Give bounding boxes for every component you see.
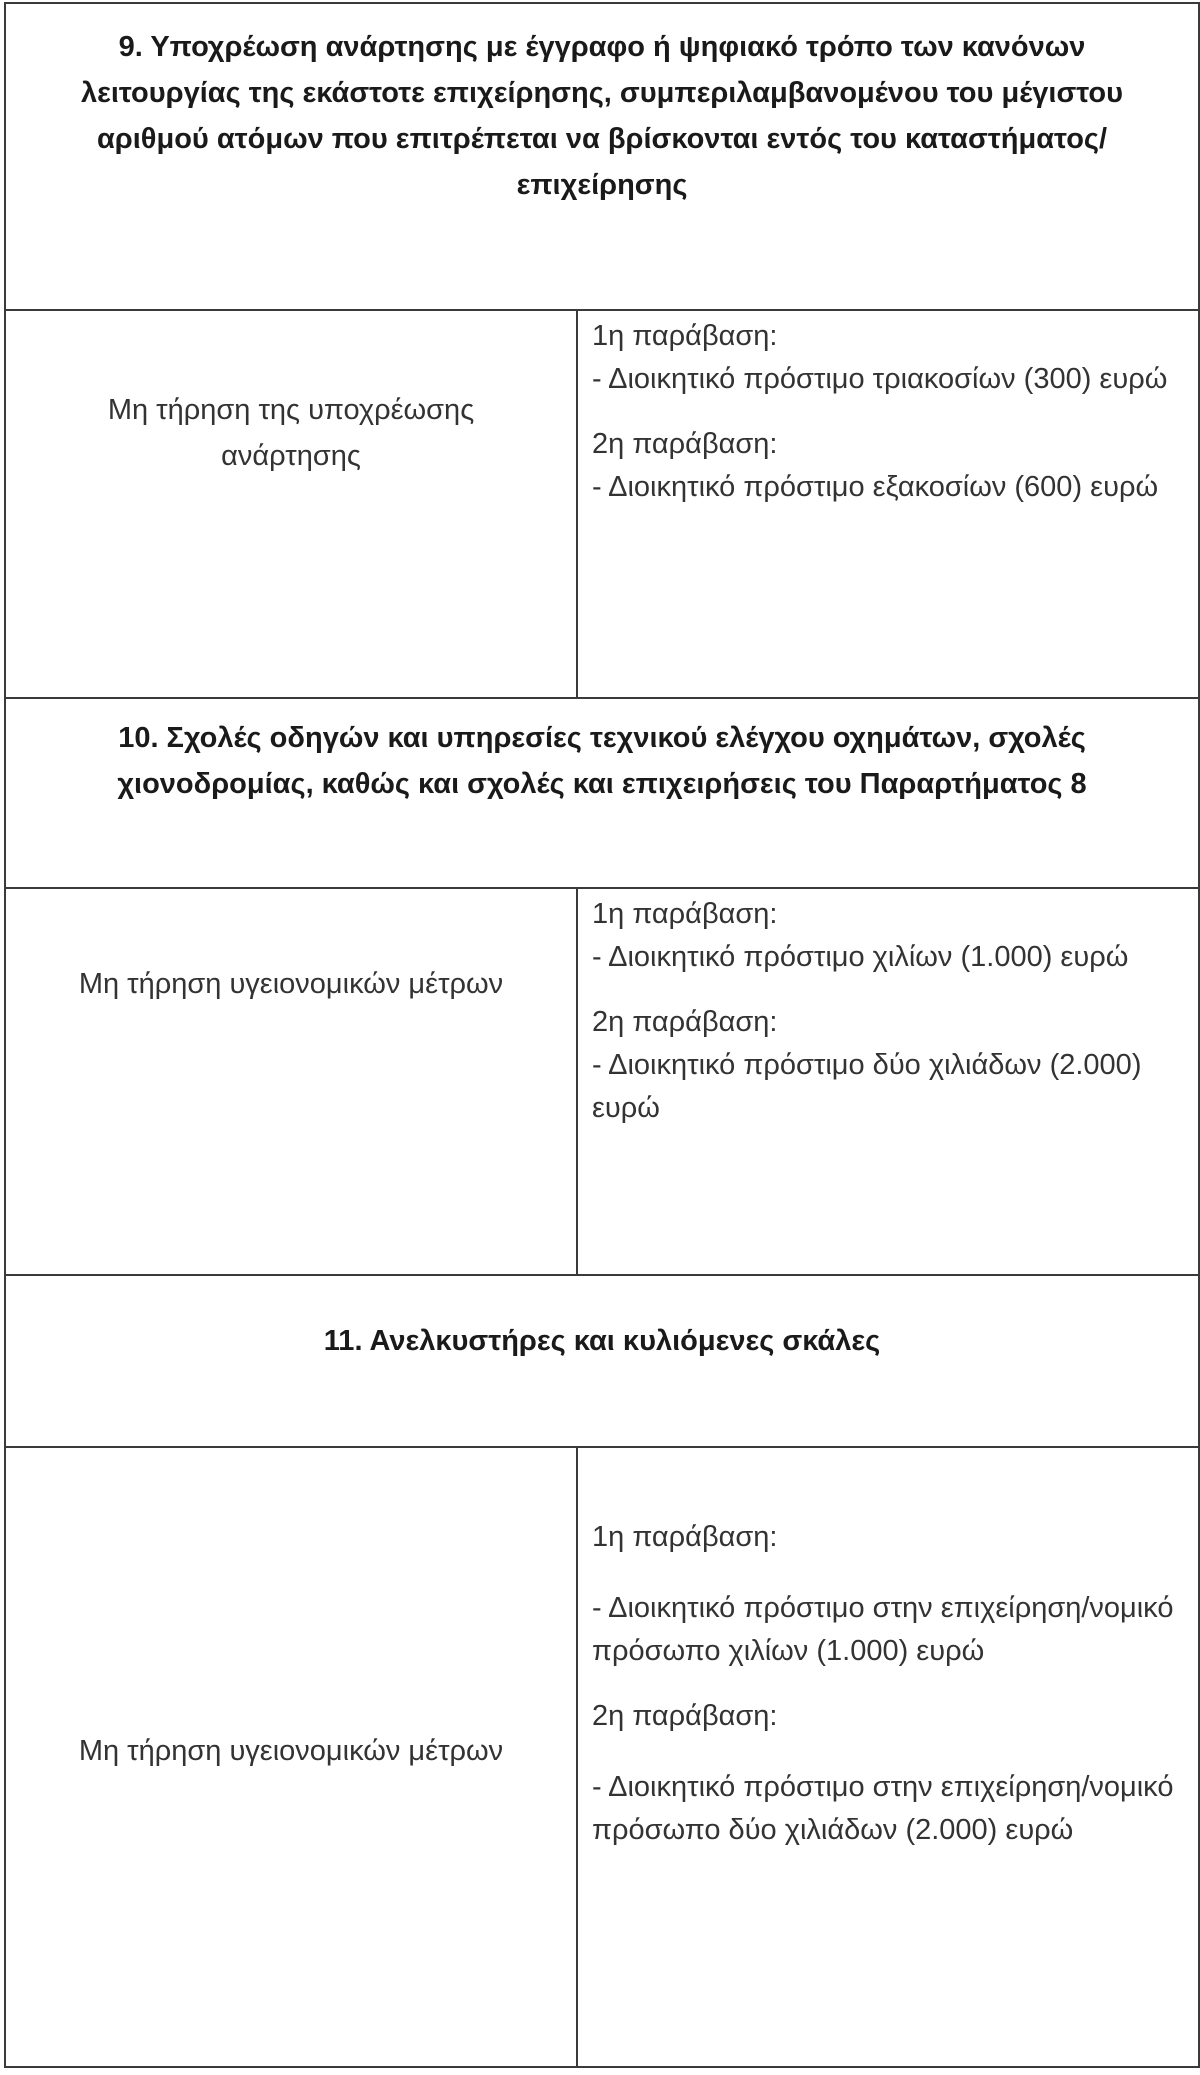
second-violation-label: 2η παράβαση:: [592, 1006, 778, 1038]
penalty-cell: [577, 888, 1199, 1275]
section-heading: 9. Υποχρέωση ανάρτησης με έγγραφο ή ψηφιακό τρόπο των κανόνων λειτουργίας της εκάστοτε επιχείρησης, συμπεριλαμβανομένου του μέγιστου αριθμού ατόμων που επιτρέπεται να βρίσκονται εντός του καταστήματος/επιχείρησης: [80, 31, 1124, 201]
violation-text: Μη τήρηση υγειονομικών μέτρων: [78, 968, 504, 1000]
section-heading-cell: [5, 1275, 1199, 1447]
section-heading-row: [5, 1275, 1199, 1447]
violation-cell: [5, 888, 577, 1275]
second-violation-fine: - Διοικητικό πρόστιμο δύο χιλιάδων (2.000) ευρώ: [592, 1049, 1142, 1124]
penalty-cell: [577, 310, 1199, 698]
violation-cell: [5, 1447, 577, 2067]
second-violation-fine: - Διοικητικό πρόστιμο εξακοσίων (600) ευρώ: [592, 471, 1159, 503]
violation-text: Μη τήρηση υγειονομικών μέτρων: [78, 1735, 504, 1767]
first-violation-label: 1η παράβαση:: [592, 898, 778, 930]
penalties-table: [4, 2, 1200, 2068]
first-violation-fine: - Διοικητικό πρόστιμο τριακοσίων (300) ευρώ: [592, 363, 1168, 395]
section-heading-row: [5, 698, 1199, 888]
first-violation-fine: - Διοικητικό πρόστιμο στην επιχείρηση/νομικό πρόσωπο χιλίων (1.000) ευρώ: [592, 1592, 1174, 1667]
section-heading: 11. Ανελκυστήρες και κυλιόμενες σκάλες: [323, 1325, 881, 1357]
second-violation-label: 2η παράβαση:: [592, 428, 778, 460]
penalty-cell: [577, 1447, 1199, 2067]
second-violation-label: 2η παράβαση:: [592, 1700, 778, 1732]
first-violation-fine: - Διοικητικό πρόστιμο χιλίων (1.000) ευρώ: [592, 941, 1129, 973]
penalty-row: [5, 888, 1199, 1275]
penalty-row: [5, 1447, 1199, 2067]
violation-cell: [5, 310, 577, 698]
section-heading-cell: [5, 3, 1199, 310]
first-violation-label: 1η παράβαση:: [592, 320, 778, 352]
second-violation-fine: - Διοικητικό πρόστιμο στην επιχείρηση/νομικό πρόσωπο δύο χιλιάδων (2.000) ευρώ: [592, 1771, 1174, 1846]
first-violation-label: 1η παράβαση:: [592, 1521, 778, 1553]
violation-text: Μη τήρηση της υποχρέωσης ανάρτησης: [107, 394, 475, 472]
section-heading-row: [5, 3, 1199, 310]
section-heading-cell: [5, 698, 1199, 888]
penalty-row: [5, 310, 1199, 698]
section-heading: 10. Σχολές οδηγών και υπηρεσίες τεχνικού ελέγχου οχημάτων, σχολές χιονοδρομίας, καθώς και σχολές και επιχειρήσεις του Παραρτήματος 8: [117, 722, 1087, 800]
